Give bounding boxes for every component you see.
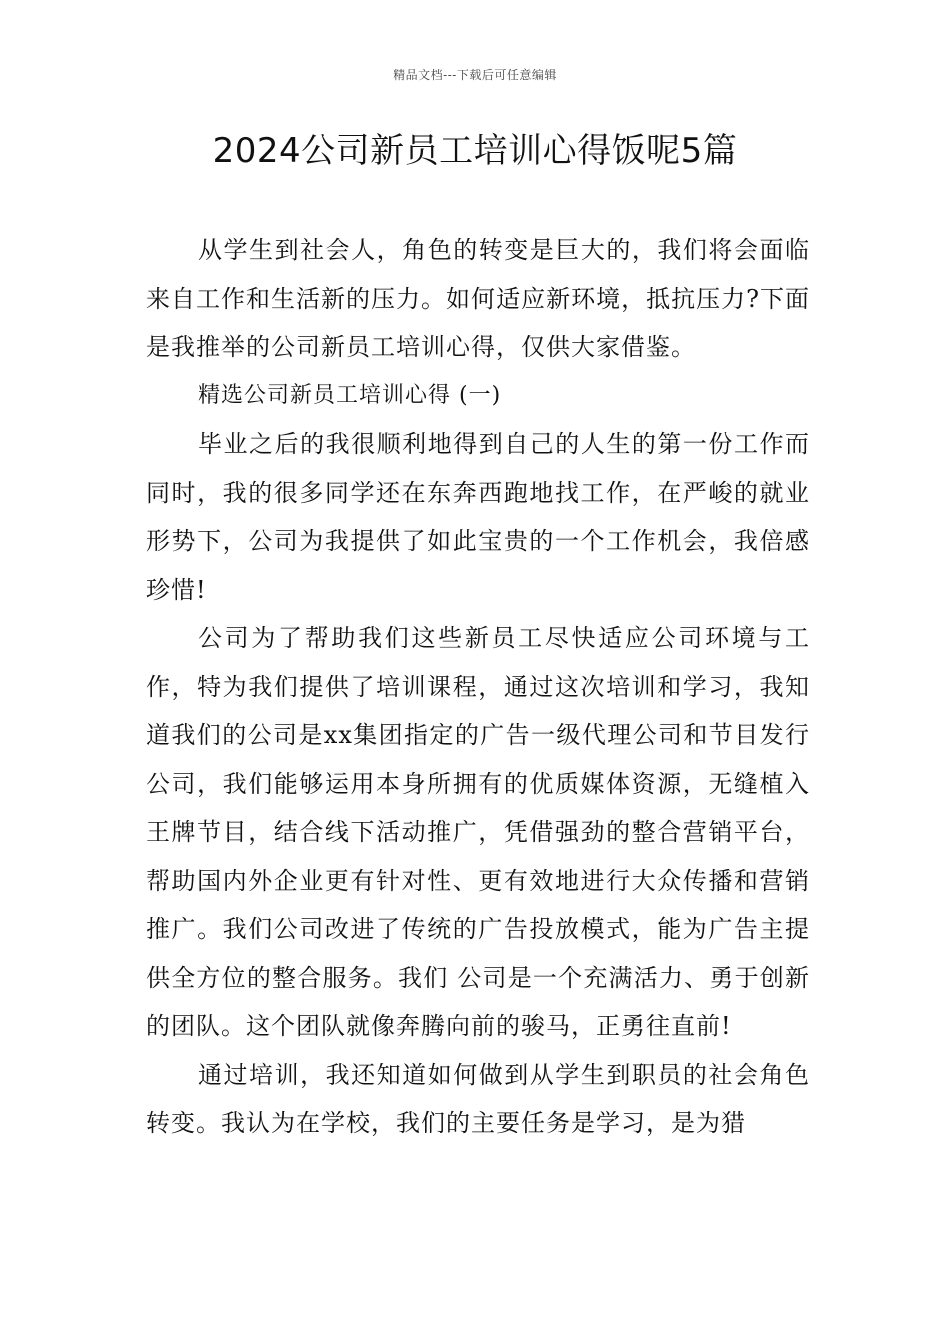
paragraph-company-training: 公司为了帮助我们这些新员工尽快适应公司环境与工作，特为我们提供了培训课程，通过这次培训和学习，我知道我们的公司是xx集团指定的广告一级代理公司和节目发行公司，我们能够运用本身所拥有的优质媒体资源，无缝植入王牌节目，结合线下活动推广，凭借强劲的整合营销平台，帮助国内外企业更有针对性、更有效地进行大众传播和营销推广。我们公司改进了传统的广告投放模式，能为广告主提供全方位的整合服务。我们 公司是一个充满活力、勇于创新的团队。这个团队就像奔腾向前的骏马，正勇往直前! [146,624,810,1040]
section-heading: 精选公司新员工培训心得 (一) [198,382,502,408]
paragraph-intro: 从学生到社会人，角色的转变是巨大的，我们将会面临来自工作和生活新的压力。如何适应新环境，抵抗压力?下面是我推举的公司新员工培训心得，仅供大家借鉴。 [146,236,810,361]
header-watermark: 精品文档---下载后可任意编辑 [393,68,557,82]
paragraph-role-change: 通过培训，我还知道如何做到从学生到职员的社会角色转变。我认为在学校，我们的主要任务是学习，是为猎 [146,1060,810,1137]
page-title: 2024公司新员工培训心得饭呢5篇 [212,131,738,171]
document-body [146,226,810,1148]
paragraph-first-job: 毕业之后的我很顺利地得到自己的人生的第一份工作而同时，我的很多同学还在东奔西跑地找工作，在严峻的就业形势下，公司为我提供了如此宝贵的一个工作机会，我倍感珍惜! [146,430,810,604]
